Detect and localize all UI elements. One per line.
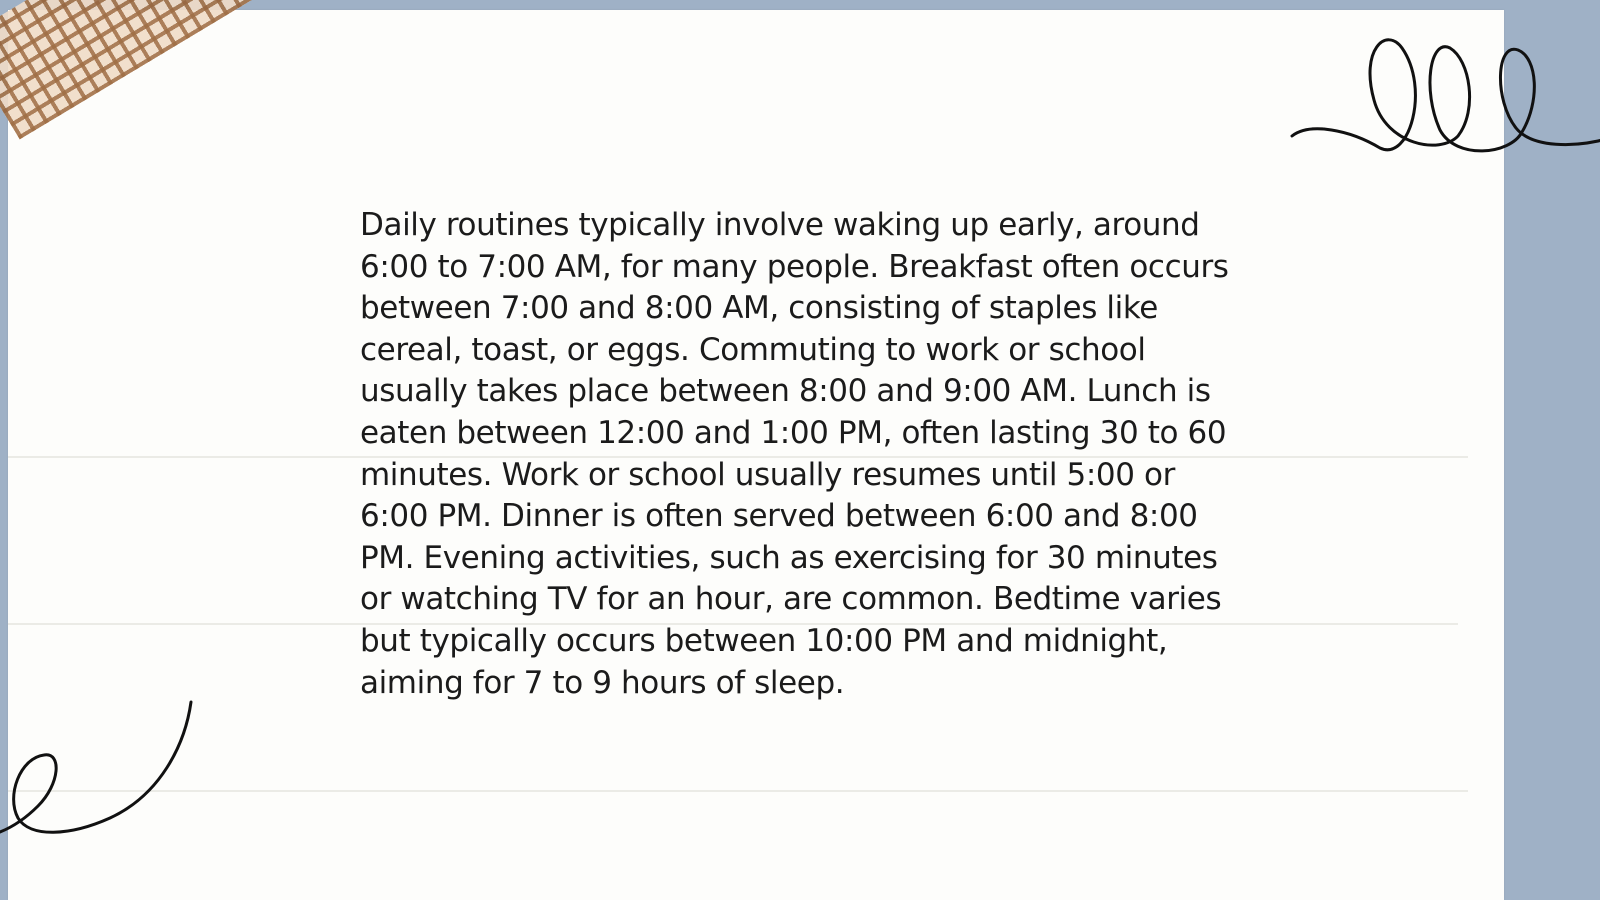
swirl-doodle-icon: [0, 700, 200, 850]
loops-doodle-icon: [1290, 30, 1600, 170]
paper-rule-line: [8, 790, 1468, 792]
body-paragraph: Daily routines typically involve waking up early, around 6:00 to 7:00 AM, for many people. Breakfast often occurs between 7:00 and 8:00 AM, consisting of staples like cereal, toast, or eggs. Commuting to work or school usually takes place between 8:00 and 9:00 AM. Lunch is eaten between 12:00 and 1:00 PM, often lasting 30 to 60 minutes. Work or school usually resumes until 5:00 or 6:00 PM. Dinner is often served between 6:00 and 8:00 PM. Evening activities, such as exercising for 30 minutes or watching TV for an hour, are common. Bedtime varies but typically occurs between 10:00 PM and midnight, aiming for 7 to 9 hours of sleep.: [360, 207, 1229, 701]
